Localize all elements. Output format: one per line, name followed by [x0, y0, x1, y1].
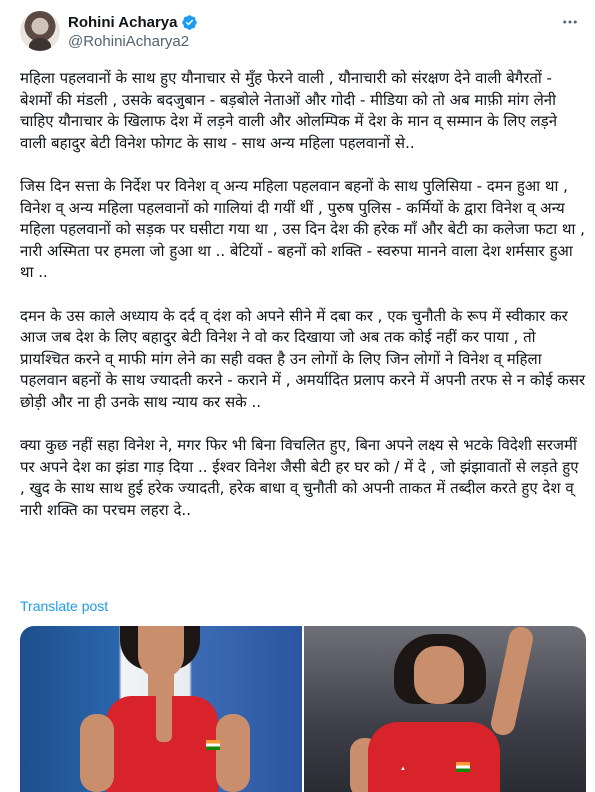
photo-arm: [216, 714, 250, 792]
india-flag-icon: [206, 740, 220, 750]
jersey-logo-icon: ▲: [400, 766, 406, 772]
author-name-row[interactable]: [68, 12, 198, 32]
photo-raised-arm: [489, 626, 535, 737]
post-paragraph: जिस दिन सत्ता के निर्देश पर विनेश व् अन्य महिला पहलवान बहनों के साथ पुलिसिया - दमन हुआ था , विनेश व् अन्य महिला पहलवानों को गालियां दी गयीं थीं , पुरुष पुलिस - कर्मियों के द्वारा विनेश व् अन्य महिला पहलवानों को सड़क पर घसीटा गया था , उस दिन देश की हरेक माँ और बेटी का कलेजा फटा था , नारी अस्मिता पर हमला जो हुआ था .. बेटियों - बहनों को शक्ति - स्वरुपा मानने वाला देश शर्मसार हुआ था ..: [20, 176, 585, 282]
post-photo[interactable]: [304, 626, 586, 792]
post-paragraph: महिला पहलवानों के साथ हुए यौनाचार से मुँह फेरने वाली , यौनाचारी को संरक्षण देने वाली बेगैरतों - बेशर्मों की मंडली , उसके बदजुबान - बड़बोले नेताओं और गोदी - मीडिया को तो अब माफ़ी मांग लेनी चाहिए यौनाचार के खिलाफ देश में लड़ने वाली और ओलम्पिक में देश के मान व् सम्मान के लिए लड़ने वाली बहादुर बेटी विनेश फोगट के साथ - साथ अन्य महिला पहलवानों से..: [20, 69, 558, 152]
more-options-icon[interactable]: [560, 12, 580, 32]
verified-badge-icon: [181, 14, 198, 31]
photo-hands: [156, 678, 172, 742]
author-display-name[interactable]: Rohini Acharya: [68, 13, 178, 31]
profile-avatar[interactable]: [20, 11, 60, 51]
translate-post-link[interactable]: Translate post: [20, 598, 109, 614]
post-photo[interactable]: [20, 626, 302, 792]
india-flag-icon: [456, 762, 470, 772]
post-body: [20, 68, 588, 521]
author-handle[interactable]: @RohiniAcharya2: [68, 33, 190, 50]
photo-arm: [80, 714, 114, 792]
photo-face: [138, 626, 184, 678]
photo-jersey: [368, 722, 500, 792]
post-paragraph: दमन के उस काले अध्याय के दर्द व् दंश को अपने सीने में दबा कर , एक चुनौती के रूप में स्वीकार कर आज जब देश के लिए बहादुर बेटी विनेश ने वो कर दिखाया जो अब तक कोई नहीं कर पाया , तो प्रायश्चित करने व् माफी मांग लेने का सही वक्त है उन लोगों के लिए जिन लोगों ने विनेश व् महिला पहलवान बहनों के साथ ज्यादती करने - कराने में , अमर्यादित प्रलाप करने में अपनी तरफ से न कोई कसर छोड़ी और ना ही उनके साथ न्याय कर सके ..: [20, 306, 586, 411]
post-media: [20, 626, 586, 792]
post-paragraph: क्या कुछ नहीं सहा विनेश ने, मगर फिर भी बिना विचलित हुए, बिना अपने लक्ष्य से भटके विदेशी सरजमीं पर अपने देश का झंडा गाड़ दिया .. ईश्वर विनेश जैसी बेटी हर घर को / में दे , जो झंझावातों से लड़ते हुए , खुद के साथ साथ हुई हरेक ज्यादती, हरेक बाधा व् चुनौती को अपनी ताकत में तब्दील करते हुए देश व् नारी शक्ति का परचम लहरा दे..: [20, 436, 579, 519]
post-header: [0, 0, 595, 64]
photo-face: [414, 646, 464, 704]
